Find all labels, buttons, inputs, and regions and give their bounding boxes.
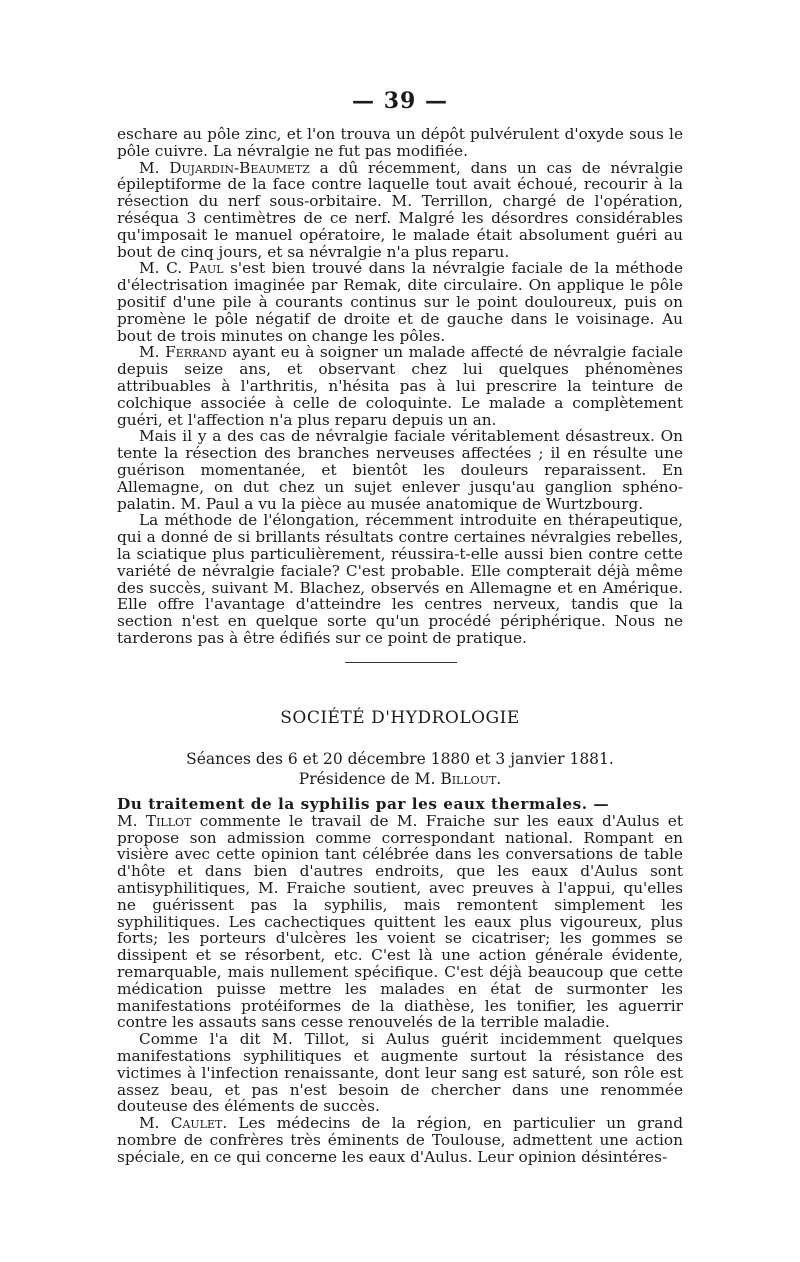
top-section xyxy=(117,126,683,647)
paragraph: M. Dujardin-Beaumetz a dû récemment, dans un cas de névralgie épileptiforme de la face contre laquelle tout avait échoué, recourir à la résection du nerf sous-orbitaire. M. Terrillon, chargé de l'opération, réséqua 3 centimètres de ce nerf. Malgré les désordres considérables qu'imposait le manuel opératoire, le malade était absolument guéri au bout de cinq jours, et sa névralgie n'a plus reparu. xyxy=(117,158,683,261)
section-divider xyxy=(345,662,457,663)
article-title: Du traitement de la syphilis par les eaux thermales. — xyxy=(117,795,610,813)
paragraph: M. Caulet. Les médecins de la région, en particulier un grand nombre de confrères très éminents de Toulouse, admettent une action spéciale, en ce qui concerne les eaux d'Aulus. Leur opinion désintéres- xyxy=(117,1114,683,1166)
page-number: — 39 — xyxy=(352,88,448,114)
paragraph: M. C. Paul s'est bien trouvé dans la névralgie faciale de la méthode d'électrisation imaginée par Remak, dite circulaire. On applique le pôle positif d'une pile à courants continus sur le point douloureux, puis on promène le pôle négatif de droite et de gauche dans le voisinage. Au bout de trois minutes on change les pôles. xyxy=(117,259,683,345)
paragraph: eschare au pôle zinc, et l'on trouva un dépôt pulvérulent d'oxyde sous le pôle cuivre. La névralgie ne fut pas modifiée. xyxy=(117,125,683,160)
paragraph: Comme l'a dit M. Tillot, si Aulus guérit incidemment quelques manifestations syphilitiques et augmente surtout la résistance des victimes à l'infection renaissante, dont leur sang est saturé, son rôle est assez beau, et pas n'est besoin de chercher dans une renommée douteuse des éléments de succès. xyxy=(117,1030,683,1116)
paragraph: Mais il y a des cas de névralgie faciale véritablement désastreux. On tente la résection des branches nerveuses affectées ; il en résulte une guérison momentanée, et bientôt les douleurs reparaissent. En Allemagne, on dut chez un sujet enlever jusqu'au ganglion sphéno-palatin. M. Paul a vu la pièce au musée anatomique de Wurtzbourg. xyxy=(117,427,683,513)
paragraph: M. Tillot commente le travail de M. Fraiche sur les eaux d'Aulus et propose son admission comme correspondant national. Rompant en visière avec cette opinion tant célébrée dans les conversations de table d'hôte et dans bien d'autres endroits, que les eaux d'Aulus sont antisyphilitiques, M. Fraiche soutient, avec preuves à l'appui, qu'elles ne guérissent pas la syphilis, mais remontent simplement les syphilitiques. Les cachectiques quittent les eaux plus vigoureux, plus forts; les porteurs d'ulcères les voient se cicatriser; les gommes se dissipent et se résorbent, etc. C'est là une action générale évidente, remarquable, mais nullement spécifique. C'est déjà beaucoup que cette médication puisse mettre les malades en état de surmonter les manifestations protéiformes de la diathèse, les tonifier, les aguerrir contre les assauts sans cesse renouvelés de la terrible maladie. xyxy=(117,811,683,1032)
president-name: Billout. xyxy=(440,770,502,788)
paragraph: M. Ferrand ayant eu à soigner un malade affecté de névralgie faciale depuis seize ans, et observant chez lui quelques phénomènes attribuables à l'arthritis, n'hésita pas à lui prescrire la teinture de colchique associée à celle de coloquinte. Le malade a complètement guéri, et l'affection n'a plus reparu depuis un an. xyxy=(117,343,684,429)
paragraph: La méthode de l'élongation, récemment introduite en thérapeutique, qui a donné de si brillants résultats contre certaines névralgies rebelles, la sciatique plus particulièrement, réussira-t-elle aussi bien contre cette variété de névralgie faciale? C'est probable. Elle compterait déjà même des succès, suivant M. Blachez, observés en Allemagne et en Amérique. Elle offre l'avantage d'atteindre les centres nerveux, tandis que la section n'est en quelque sorte qu'un procédé périphérique. Nous ne tarderons pas à être édifiés sur ce point de pratique. xyxy=(117,511,683,647)
bottom-section xyxy=(117,796,683,1166)
society-title: SOCIÉTÉ D'HYDROLOGIE xyxy=(280,708,520,728)
session-dates: Séances des 6 et 20 décembre 1880 et 3 janvier 1881. xyxy=(186,750,614,768)
presidency: Présidence de M. Billout. xyxy=(298,770,502,788)
